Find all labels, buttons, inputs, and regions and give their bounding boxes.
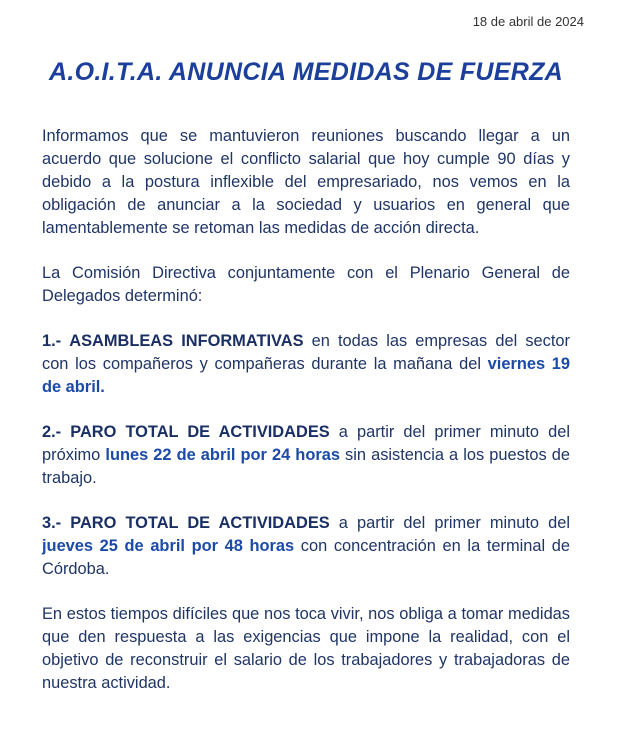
measure-text-after: con concentración en la terminal de Córdoba. [42, 537, 570, 578]
measure-text-after: sin asistencia a los puestos de trabajo. [42, 446, 571, 487]
measure-item-3 [42, 512, 570, 581]
measure-number: 2.- [42, 423, 62, 441]
document-title: A.O.I.T.A. ANUNCIA MEDIDAS DE FUERZA [48, 58, 564, 86]
measure-item-2 [42, 421, 570, 490]
closing-paragraph: En estos tiempos difíciles que nos toca vivir, nos obliga a tomar medidas que den respuesta a las exigencias que impone la realidad, con el objetivo de reconstruir el salario de los trabajadores y trabajadoras de nuestra actividad. [42, 605, 570, 692]
measure-heading: ASAMBLEAS INFORMATIVAS [69, 332, 304, 350]
document-date: 18 de abril de 2024 [472, 14, 584, 29]
commission-paragraph: La Comisión Directiva conjuntamente con el Plenario General de Delegados determinó: [42, 264, 570, 305]
measure-date-highlight: viernes 19 de abril. [42, 355, 570, 396]
measure-date-highlight: jueves 25 de abril por 48 horas [42, 537, 295, 555]
measure-heading: PARO TOTAL DE ACTIVIDADES [70, 423, 330, 441]
measure-text: a partir del primer minuto del [329, 514, 571, 532]
measure-text: a partir del primer minuto del próximo [42, 423, 571, 464]
measure-number: 3.- [42, 514, 62, 532]
measure-date-highlight: lunes 22 de abril por 24 horas [105, 446, 340, 464]
measure-heading: PARO TOTAL DE ACTIVIDADES [70, 514, 330, 532]
intro-paragraph: Informamos que se mantuvieron reuniones buscando llegar a un acuerdo que solucione el conflicto salarial que hoy cumple 90 días y debido a la postura inflexible del empresariado, nos vemos en la obligación de anunciar a la sociedad y usuarios en general que lamentablemente se retoman las medidas de acción directa. [42, 127, 570, 237]
measure-item-1 [42, 330, 570, 399]
measure-text: en todas las empresas del sector con los compañeros y compañeras durante la mañana del [42, 332, 570, 373]
measure-number: 1.- [42, 332, 62, 350]
